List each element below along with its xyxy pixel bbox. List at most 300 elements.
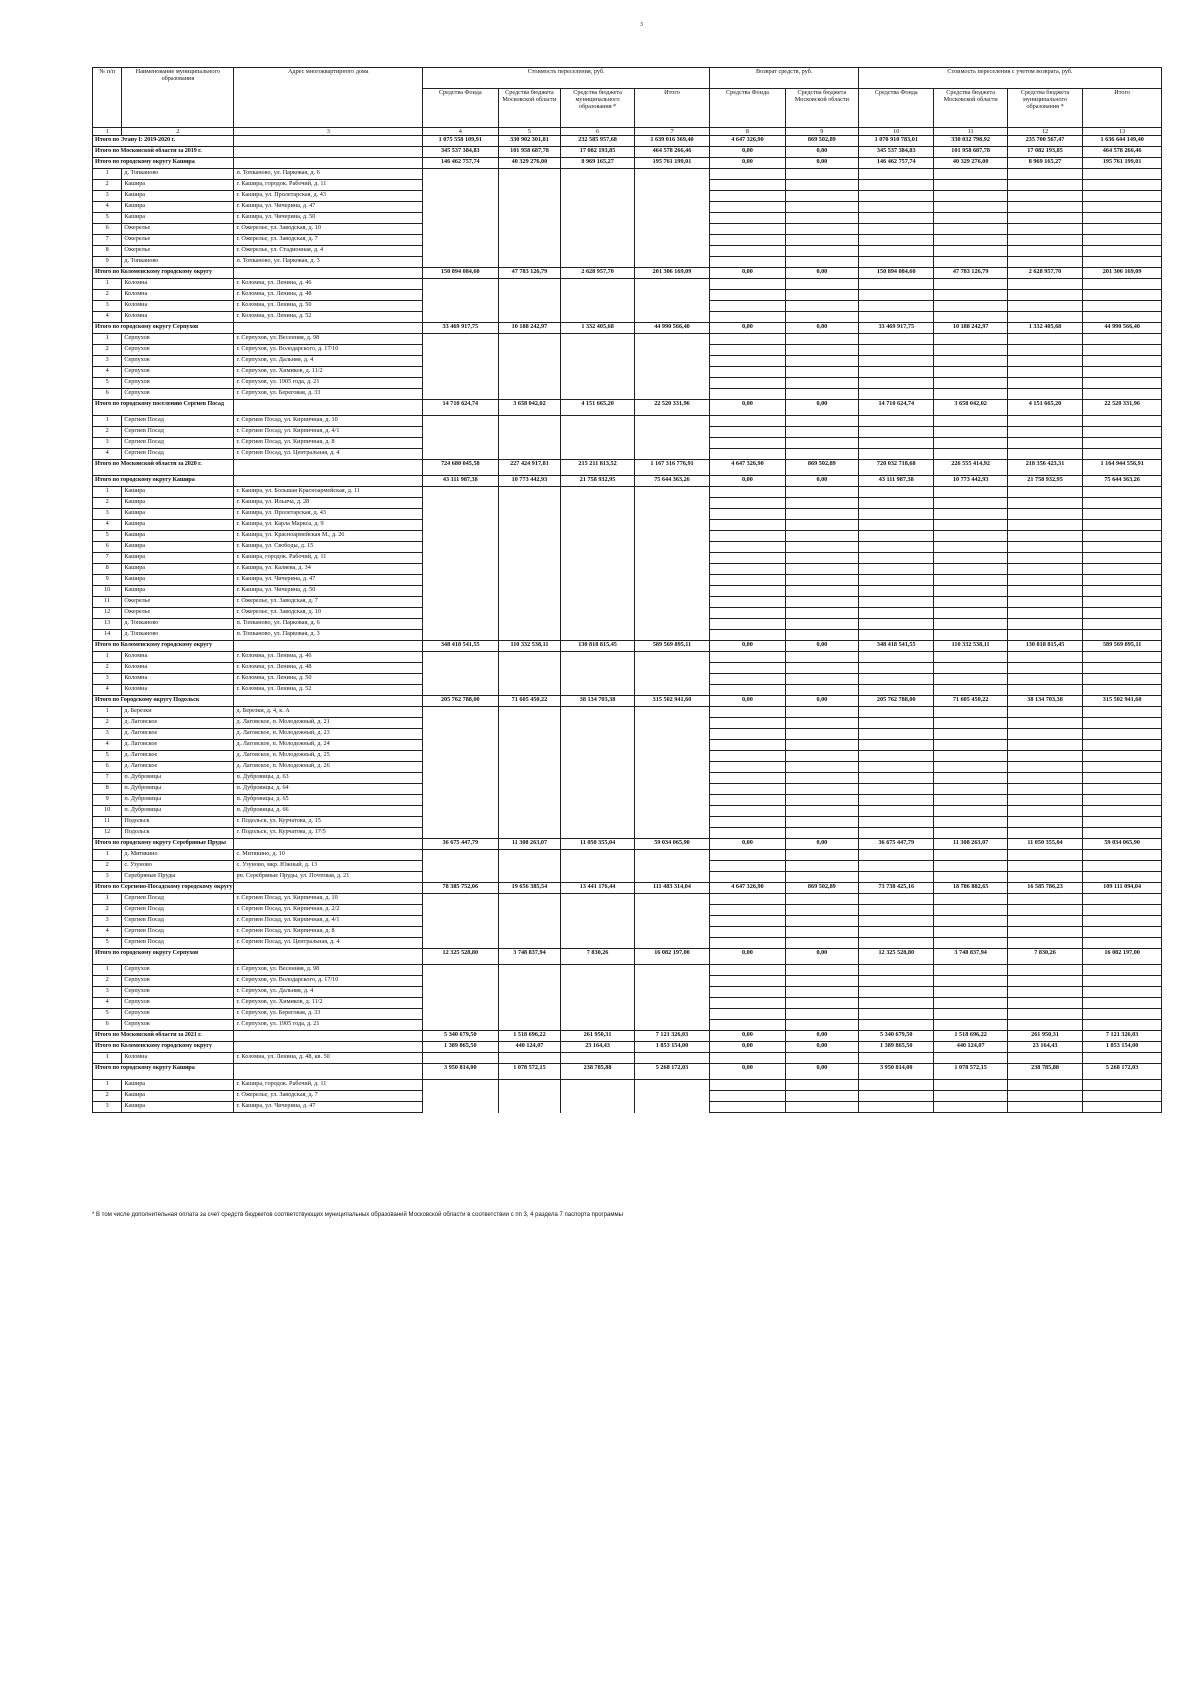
- amount-cell: 330 032 798,92: [934, 136, 1007, 147]
- amount-cell: [934, 685, 1007, 696]
- address-cell: п. Топканово, ул. Парковая, д. 3: [234, 630, 423, 641]
- amount-cell: [634, 213, 710, 224]
- table-row: [93, 224, 1162, 235]
- municipality-cell: Ожерелье: [122, 235, 234, 246]
- municipality-cell: Коломна: [122, 652, 234, 663]
- amount-cell: [710, 438, 785, 449]
- amount-cell: [561, 438, 634, 449]
- address-cell: г. Ожерелье, ул. Заводская, д. 10: [234, 224, 423, 235]
- column-number: 11: [934, 128, 1007, 136]
- amount-cell: 23 164,43: [1007, 1042, 1082, 1053]
- table-row: [93, 872, 1162, 883]
- amount-cell: [498, 279, 561, 290]
- amount-cell: [634, 191, 710, 202]
- amount-cell: [710, 586, 785, 597]
- header-municipality: Наименование муниципального образования: [122, 68, 234, 128]
- table-row: [93, 806, 1162, 817]
- amount-cell: [1083, 1102, 1162, 1113]
- amount-cell: [1007, 938, 1082, 949]
- amount-cell: [934, 378, 1007, 389]
- amount-cell: [1007, 1080, 1082, 1091]
- amount-cell: [1007, 438, 1082, 449]
- amount-cell: [1007, 180, 1082, 191]
- amount-cell: [859, 224, 934, 235]
- amount-cell: 10 773 442,93: [498, 476, 561, 487]
- amount-cell: 3 748 837,94: [934, 949, 1007, 965]
- amount-cell: [423, 965, 498, 976]
- amount-cell: [1083, 290, 1162, 301]
- amount-cell: [934, 861, 1007, 872]
- amount-cell: [498, 1009, 561, 1020]
- amount-cell: [1007, 564, 1082, 575]
- amount-cell: [561, 905, 634, 916]
- address-cell: г. Сергиев Посад, ул. Кирпичная, д. 10: [234, 894, 423, 905]
- amount-cell: [785, 652, 858, 663]
- address-cell: с. Узуново, мкр. Южный, д. 13: [234, 861, 423, 872]
- amount-cell: [785, 817, 858, 828]
- amount-cell: [561, 1053, 634, 1064]
- address-cell: г. Коломна, ул. Ленина, д. 52: [234, 312, 423, 323]
- amount-cell: [859, 685, 934, 696]
- amount-cell: [710, 773, 785, 784]
- amount-cell: [934, 828, 1007, 839]
- amount-cell: [498, 685, 561, 696]
- table-row: [93, 751, 1162, 762]
- amount-cell: [498, 246, 561, 257]
- amount-cell: [498, 202, 561, 213]
- amount-cell: [859, 301, 934, 312]
- amount-cell: [561, 850, 634, 861]
- amount-cell: [859, 564, 934, 575]
- amount-cell: [710, 235, 785, 246]
- amount-cell: 43 111 987,38: [423, 476, 498, 487]
- table-row: [93, 438, 1162, 449]
- amount-cell: [561, 416, 634, 427]
- municipality-cell: Коломна: [122, 301, 234, 312]
- amount-cell: [710, 751, 785, 762]
- amount-cell: [710, 213, 785, 224]
- address-cell: г. Сергиев Посад, ул. Кирпичная, д. 2/2: [234, 905, 423, 916]
- amount-cell: [634, 762, 710, 773]
- address-cell: г. Серпухов, ул. Береговая, д. 33: [234, 389, 423, 400]
- amount-cell: [859, 531, 934, 542]
- row-number: 4: [93, 740, 122, 751]
- amount-cell: 345 537 384,83: [859, 147, 934, 158]
- amount-cell: [1007, 707, 1082, 718]
- municipality-cell: Серпухов: [122, 356, 234, 367]
- subtotal-row: [93, 147, 1162, 158]
- amount-cell: [1007, 356, 1082, 367]
- amount-cell: [785, 663, 858, 674]
- address-cell: [234, 460, 423, 476]
- amount-cell: [785, 1102, 858, 1113]
- amount-cell: [634, 531, 710, 542]
- amount-cell: [498, 257, 561, 268]
- amount-cell: [859, 784, 934, 795]
- amount-cell: [1007, 784, 1082, 795]
- amount-cell: [498, 389, 561, 400]
- address-cell: г. Серпухов, ул. Химиков, д. 11/2: [234, 367, 423, 378]
- amount-cell: [1007, 850, 1082, 861]
- amount-cell: [634, 828, 710, 839]
- amount-cell: [859, 586, 934, 597]
- amount-cell: [423, 301, 498, 312]
- municipality-cell: Сергиев Посад: [122, 449, 234, 460]
- amount-cell: [634, 312, 710, 323]
- amount-cell: [1083, 427, 1162, 438]
- amount-cell: [785, 861, 858, 872]
- amount-cell: 464 578 266,46: [634, 147, 710, 158]
- amount-cell: [498, 861, 561, 872]
- row-number: 2: [93, 976, 122, 987]
- table-row: [93, 652, 1162, 663]
- address-cell: г. Серпухов, ул. 1905 года, д. 21: [234, 378, 423, 389]
- column-number: 1: [93, 128, 122, 136]
- amount-cell: [1007, 828, 1082, 839]
- row-number: 14: [93, 630, 122, 641]
- amount-cell: 215 211 813,52: [561, 460, 634, 476]
- amount-cell: [1083, 312, 1162, 323]
- amount-cell: [423, 345, 498, 356]
- amount-cell: [859, 449, 934, 460]
- amount-cell: [423, 927, 498, 938]
- amount-cell: 47 783 126,79: [934, 268, 1007, 279]
- table-row: [93, 1020, 1162, 1031]
- amount-cell: 21 758 932,95: [561, 476, 634, 487]
- table-body: [93, 136, 1162, 1113]
- amount-cell: [561, 378, 634, 389]
- row-number: 3: [93, 916, 122, 927]
- address-cell: г. Сергиев Посад, ул. Центральная, д. 4: [234, 449, 423, 460]
- table-row: [93, 938, 1162, 949]
- amount-cell: [859, 553, 934, 564]
- amount-cell: [859, 202, 934, 213]
- amount-cell: [1007, 312, 1082, 323]
- row-number: 6: [93, 224, 122, 235]
- amount-cell: [934, 290, 1007, 301]
- amount-cell: 36 675 447,79: [859, 839, 934, 850]
- table-row: [93, 180, 1162, 191]
- address-cell: г. Кашира, ул. Ильича, д. 28: [234, 498, 423, 509]
- amount-cell: [934, 987, 1007, 998]
- table-row: [93, 378, 1162, 389]
- amount-cell: [498, 608, 561, 619]
- amount-cell: [498, 1053, 561, 1064]
- amount-cell: [423, 718, 498, 729]
- amount-cell: 218 356 423,31: [1007, 460, 1082, 476]
- municipality-cell: Серебряные Пруды: [122, 872, 234, 883]
- amount-cell: [423, 850, 498, 861]
- amount-cell: [634, 806, 710, 817]
- amount-cell: [710, 520, 785, 531]
- amount-cell: [561, 586, 634, 597]
- amount-cell: [498, 663, 561, 674]
- amount-cell: [561, 762, 634, 773]
- amount-cell: [423, 740, 498, 751]
- amount-cell: [1083, 1080, 1162, 1091]
- amount-cell: [1083, 169, 1162, 180]
- amount-cell: [561, 927, 634, 938]
- amount-cell: 0,00: [710, 839, 785, 850]
- amount-cell: [934, 246, 1007, 257]
- amount-cell: [934, 817, 1007, 828]
- amount-cell: 205 762 788,00: [859, 696, 934, 707]
- amount-cell: [1007, 509, 1082, 520]
- amount-cell: [785, 180, 858, 191]
- address-cell: п. Топканово, ул. Парковая, д. 6: [234, 169, 423, 180]
- row-number: 1: [93, 169, 122, 180]
- subtotal-row: [93, 839, 1162, 850]
- amount-cell: [423, 1080, 498, 1091]
- address-cell: п. Дубровицы, д. 64: [234, 784, 423, 795]
- amount-cell: [934, 674, 1007, 685]
- amount-cell: [934, 652, 1007, 663]
- amount-cell: 464 578 266,46: [1083, 147, 1162, 158]
- amount-cell: [423, 916, 498, 927]
- amount-cell: [785, 674, 858, 685]
- municipality-cell: Сергиев Посад: [122, 427, 234, 438]
- amount-cell: [1083, 597, 1162, 608]
- column-number: 3: [234, 128, 423, 136]
- table-row: [93, 1053, 1162, 1064]
- amount-cell: [634, 817, 710, 828]
- amount-cell: 4 151 665,20: [1007, 400, 1082, 416]
- subtotal-row: [93, 1031, 1162, 1042]
- amount-cell: [785, 290, 858, 301]
- row-number: 8: [93, 246, 122, 257]
- amount-cell: [710, 619, 785, 630]
- amount-cell: [934, 509, 1007, 520]
- amount-cell: 150 894 084,60: [423, 268, 498, 279]
- address-cell: п. Дубровицы, д. 63: [234, 773, 423, 784]
- row-number: 5: [93, 531, 122, 542]
- amount-cell: [785, 740, 858, 751]
- amount-cell: 36 675 447,79: [423, 839, 498, 850]
- amount-cell: [634, 652, 710, 663]
- address-cell: г. Сергиев Посад, ул. Кирпичная, д. 4/1: [234, 427, 423, 438]
- address-cell: п. Топканово, ул. Парковая, д. 6: [234, 619, 423, 630]
- amount-cell: [423, 905, 498, 916]
- amount-cell: [1007, 1102, 1082, 1113]
- amount-cell: [1083, 279, 1162, 290]
- amount-cell: [634, 389, 710, 400]
- subtotal-row: [93, 696, 1162, 707]
- subtotal-label: Итого по Этапу I: 2019-2020 г.: [93, 136, 234, 147]
- municipality-cell: Кашира: [122, 509, 234, 520]
- amount-cell: [498, 531, 561, 542]
- amount-cell: [498, 356, 561, 367]
- amount-cell: [859, 965, 934, 976]
- subtotal-label: Итого по Сергиево-Посадскому городскому округу: [93, 883, 234, 894]
- municipality-cell: Кашира: [122, 542, 234, 553]
- amount-cell: [561, 312, 634, 323]
- amount-cell: [859, 1020, 934, 1031]
- amount-cell: [785, 927, 858, 938]
- amount-cell: 0,00: [785, 400, 858, 416]
- amount-cell: [934, 938, 1007, 949]
- municipality-cell: Коломна: [122, 685, 234, 696]
- amount-cell: [1083, 531, 1162, 542]
- amount-cell: 0,00: [710, 147, 785, 158]
- table-row: [93, 498, 1162, 509]
- amount-cell: 7 830,26: [1007, 949, 1082, 965]
- amount-cell: [859, 707, 934, 718]
- amount-cell: [1007, 586, 1082, 597]
- amount-cell: [710, 652, 785, 663]
- amount-cell: 0,00: [710, 158, 785, 169]
- amount-cell: [934, 301, 1007, 312]
- table-row: [93, 828, 1162, 839]
- amount-cell: [710, 630, 785, 641]
- row-number: 6: [93, 389, 122, 400]
- amount-cell: [859, 257, 934, 268]
- amount-cell: [634, 279, 710, 290]
- table-row: [93, 449, 1162, 460]
- amount-cell: [710, 795, 785, 806]
- municipality-cell: Кашира: [122, 180, 234, 191]
- amount-cell: [710, 301, 785, 312]
- amount-cell: [561, 987, 634, 998]
- amount-cell: [561, 224, 634, 235]
- amount-cell: 440 124,07: [498, 1042, 561, 1053]
- address-cell: п. Топканово, ул. Парковая, д. 3: [234, 257, 423, 268]
- amount-cell: [1083, 180, 1162, 191]
- amount-cell: [1083, 257, 1162, 268]
- amount-cell: [1083, 498, 1162, 509]
- amount-cell: [1007, 449, 1082, 460]
- amount-cell: [498, 998, 561, 1009]
- amount-cell: [934, 872, 1007, 883]
- amount-cell: [423, 806, 498, 817]
- amount-cell: [561, 487, 634, 498]
- amount-cell: [634, 427, 710, 438]
- amount-cell: 33 469 917,75: [859, 323, 934, 334]
- amount-cell: [1007, 718, 1082, 729]
- amount-cell: [1007, 224, 1082, 235]
- table-row: [93, 817, 1162, 828]
- amount-cell: [423, 1020, 498, 1031]
- address-cell: [234, 136, 423, 147]
- row-number: 7: [93, 235, 122, 246]
- amount-cell: [561, 520, 634, 531]
- amount-cell: [634, 356, 710, 367]
- amount-cell: [561, 1080, 634, 1091]
- amount-cell: 0,00: [785, 839, 858, 850]
- amount-cell: [1083, 1053, 1162, 1064]
- amount-cell: 0,00: [710, 1031, 785, 1042]
- amount-cell: [634, 740, 710, 751]
- amount-cell: [423, 663, 498, 674]
- amount-cell: [498, 652, 561, 663]
- amount-cell: [1083, 235, 1162, 246]
- table-row: [93, 586, 1162, 597]
- amount-cell: [934, 202, 1007, 213]
- amount-cell: [423, 872, 498, 883]
- header-mo-budget: Средства бюджета Московской области: [498, 89, 561, 128]
- resettlement-cost-table: [92, 67, 1162, 1113]
- address-cell: г. Ожерелье, ул. Стадионная, д. 4: [234, 246, 423, 257]
- table-row: [93, 905, 1162, 916]
- row-number: 1: [93, 850, 122, 861]
- table-row: [93, 564, 1162, 575]
- municipality-cell: Сергиев Посад: [122, 905, 234, 916]
- amount-cell: [634, 1020, 710, 1031]
- amount-cell: [859, 509, 934, 520]
- amount-cell: [1007, 729, 1082, 740]
- amount-cell: [498, 806, 561, 817]
- amount-cell: [710, 729, 785, 740]
- amount-cell: [1083, 334, 1162, 345]
- row-number: 4: [93, 520, 122, 531]
- amount-cell: [859, 290, 934, 301]
- amount-cell: [859, 356, 934, 367]
- amount-cell: 3 950 814,00: [423, 1064, 498, 1080]
- municipality-cell: д. Лаговское: [122, 762, 234, 773]
- row-number: 2: [93, 663, 122, 674]
- amount-cell: [561, 1102, 634, 1113]
- table-row: [93, 416, 1162, 427]
- address-cell: г. Серпухов, ул. Весенняя, д. 98: [234, 965, 423, 976]
- amount-cell: [934, 427, 1007, 438]
- amount-cell: [634, 487, 710, 498]
- amount-cell: [1007, 608, 1082, 619]
- row-number: 2: [93, 345, 122, 356]
- amount-cell: 150 894 084,60: [859, 268, 934, 279]
- municipality-cell: Кашира: [122, 531, 234, 542]
- amount-cell: [561, 718, 634, 729]
- address-cell: г. Серпухов, ул. Дальняя, д. 4: [234, 356, 423, 367]
- amount-cell: [859, 389, 934, 400]
- amount-cell: [498, 438, 561, 449]
- row-number: 6: [93, 1020, 122, 1031]
- amount-cell: [423, 246, 498, 257]
- amount-cell: [710, 1020, 785, 1031]
- amount-cell: [785, 389, 858, 400]
- address-cell: д. Березки, д. 4, к. А: [234, 707, 423, 718]
- table-row: [93, 894, 1162, 905]
- amount-cell: [1007, 663, 1082, 674]
- address-cell: с. Митякино, д. 10: [234, 850, 423, 861]
- amount-cell: [710, 1102, 785, 1113]
- page-number: 3: [640, 22, 643, 28]
- amount-cell: [561, 817, 634, 828]
- amount-cell: 235 700 567,47: [1007, 136, 1082, 147]
- amount-cell: [934, 806, 1007, 817]
- amount-cell: [934, 718, 1007, 729]
- amount-cell: [423, 795, 498, 806]
- amount-cell: 33 469 917,75: [423, 323, 498, 334]
- address-cell: г. Коломна, ул. Ленина, д. 50: [234, 674, 423, 685]
- amount-cell: 1 167 316 776,91: [634, 460, 710, 476]
- amount-cell: [934, 663, 1007, 674]
- amount-cell: [1007, 427, 1082, 438]
- amount-cell: [498, 542, 561, 553]
- amount-cell: [785, 520, 858, 531]
- amount-cell: [859, 487, 934, 498]
- amount-cell: [423, 707, 498, 718]
- address-cell: д. Лаговское, п. Молодежный, д. 26: [234, 762, 423, 773]
- amount-cell: [634, 795, 710, 806]
- amount-cell: [859, 180, 934, 191]
- municipality-cell: Сергиев Посад: [122, 894, 234, 905]
- amount-cell: 3 658 042,02: [934, 400, 1007, 416]
- amount-cell: 0,00: [785, 268, 858, 279]
- amount-cell: [1083, 762, 1162, 773]
- table-row: [93, 531, 1162, 542]
- amount-cell: 75 644 363,26: [1083, 476, 1162, 487]
- amount-cell: [710, 828, 785, 839]
- municipality-cell: Коломна: [122, 663, 234, 674]
